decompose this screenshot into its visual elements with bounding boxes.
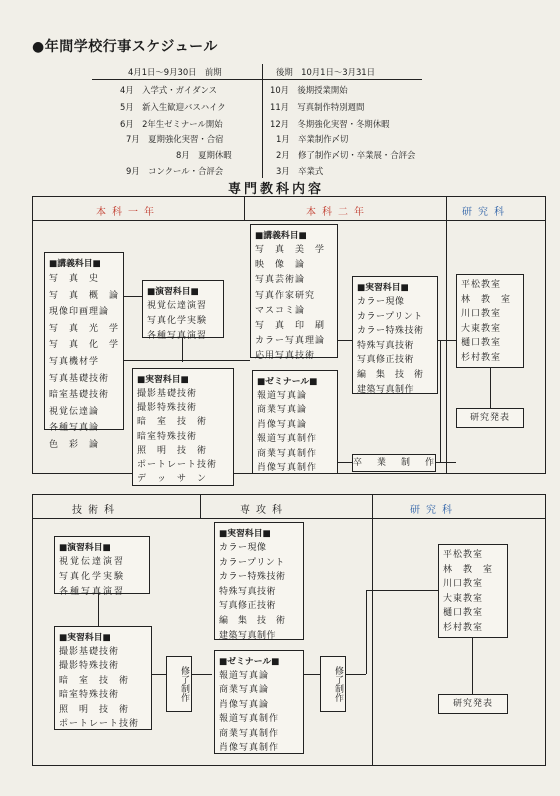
list-item: 肖像写真制作 — [219, 743, 280, 754]
seminar-major — [214, 650, 304, 754]
list-item: 照 明 技 術 — [137, 445, 208, 456]
list-item: 樋口教室 — [461, 338, 502, 349]
list-item: 特殊写真技術 — [357, 340, 415, 351]
list-item: 建築写真制作 — [357, 384, 415, 395]
list-item: 平松教室 — [461, 280, 502, 290]
list-item: 杉村教室 — [461, 352, 502, 363]
practice-title: ■実習科目■ — [219, 529, 271, 539]
seminar-title: ■ゼミナール■ — [257, 377, 318, 387]
list-item: 林 教 室 — [461, 294, 512, 305]
list-item: 写真基礎技術 — [49, 373, 110, 384]
schedule-first-3: 7月 夏期強化実習・合宿 — [126, 134, 224, 144]
list-item: 樋口教室 — [443, 608, 484, 619]
curriculum-title: 専門教科内容 — [228, 182, 325, 197]
list-item: 写真修正技術 — [219, 601, 277, 612]
list-item: 報道写真論 — [257, 391, 308, 401]
exercise-subjects-year1 — [142, 280, 224, 341]
list-item: 各種写真演習 — [147, 331, 208, 341]
list-item: 建築写真制作 — [219, 630, 277, 641]
header-technical: 技術科 — [72, 505, 120, 516]
second-term-header: 後期 10月1日～3月31日 — [276, 67, 375, 77]
list-item: 大東教室 — [461, 323, 502, 334]
list-item: 写真機材学 — [49, 356, 100, 367]
list-item: マスコミ論 — [255, 305, 306, 316]
list-item: 暗室基礎技術 — [49, 390, 110, 401]
practice-subjects-year1 — [132, 368, 234, 486]
schedule-first-2: 6月 2年生ゼミナール開始 — [120, 119, 223, 129]
list-item: 写 真 化 学 — [49, 340, 120, 351]
research-rooms-upper — [456, 274, 524, 368]
lecture-subjects-year1 — [44, 252, 124, 450]
header-year2: 本科二年 — [306, 207, 370, 218]
list-item: ポートレート技術 — [137, 460, 218, 471]
list-item: 撮影基礎技術 — [137, 389, 198, 399]
list-item: 暗 室 技 術 — [137, 417, 208, 428]
header-research-upper: 研究科 — [462, 207, 510, 218]
lecture-title: ■講義科目■ — [255, 231, 307, 241]
list-item: ポートレート技術 — [59, 719, 140, 730]
list-item: 視覚伝達演習 — [59, 557, 126, 567]
lecture-title: ■講義科目■ — [49, 259, 101, 269]
schedule-second-0: 10月 後期授業開始 — [270, 85, 348, 95]
list-item: 林 教 室 — [443, 564, 494, 575]
list-item: 暗 室 技 術 — [59, 675, 130, 686]
practice-title: ■実習科目■ — [357, 283, 409, 293]
schedule-first-5: 9月 コンクール・合評会 — [126, 166, 224, 176]
header-research-lower: 研究科 — [410, 505, 458, 516]
list-item: カラープリント — [219, 557, 285, 568]
lecture-subjects-year2 — [250, 224, 338, 362]
list-item: カラー写真理論 — [255, 336, 326, 347]
list-item: 映 像 論 — [255, 260, 306, 271]
list-item: 視覚伝達演習 — [147, 301, 208, 311]
list-item: 川口教室 — [461, 309, 502, 320]
list-item: カラープリント — [357, 311, 423, 322]
list-item: 商業写真論 — [257, 405, 308, 416]
list-item: 大東教室 — [443, 593, 484, 604]
list-item: 肖像写真制作 — [257, 463, 318, 474]
list-item: 各種写真演習 — [59, 587, 126, 597]
list-item: 商業写真制作 — [219, 728, 280, 739]
list-item: 写真作家研究 — [255, 290, 316, 301]
list-item: 商業写真論 — [219, 685, 270, 696]
practice-subjects-year2 — [352, 276, 438, 394]
practice-title: ■実習科目■ — [59, 633, 111, 643]
research-presentation-lower: 研究発表 — [438, 694, 508, 714]
list-item: 報道写真制作 — [219, 714, 280, 725]
list-item: 暗室特殊技術 — [137, 431, 198, 442]
list-item: 編 集 技 術 — [219, 615, 286, 626]
list-item: 写 真 光 学 — [49, 323, 120, 334]
list-item: 撮影特殊技術 — [59, 661, 120, 672]
header-year1: 本科一年 — [96, 207, 160, 218]
research-rooms-lower — [438, 544, 508, 638]
list-item: 特殊写真技術 — [219, 586, 277, 597]
practice-title: ■実習科目■ — [137, 375, 189, 385]
practice-subjects-major — [214, 522, 304, 640]
schedule-second-4: 2月 修了制作〆切・卒業展・合評会 — [276, 150, 416, 160]
exercise-title: ■演習科目■ — [147, 287, 199, 297]
completion-work-major: 修了制作 — [320, 656, 346, 712]
list-item: 視覚伝達論 — [49, 406, 100, 417]
list-item: 平松教室 — [443, 550, 484, 560]
graduation-work-box: 卒 業 制 作 — [352, 454, 436, 472]
list-item: 写真化学実験 — [59, 572, 126, 582]
list-item: カラー現像 — [357, 297, 405, 307]
schedule-second-1: 11月 写真制作特別週間 — [270, 102, 365, 112]
schedule-second-5: 3月 卒業式 — [276, 166, 324, 176]
schedule-first-0: 4月 入学式・ガイダンス — [120, 85, 218, 95]
list-item: 暗室特殊技術 — [59, 690, 120, 701]
schedule-first-1: 5月 新入生歓迎バスハイク — [120, 102, 226, 112]
list-item: 応用写真技術 — [255, 351, 316, 362]
list-item: デ ッ サ ン — [137, 474, 208, 485]
list-item: 報道写真制作 — [257, 434, 318, 445]
list-item: 写真修正技術 — [357, 355, 415, 366]
list-item: 編 集 技 術 — [357, 369, 424, 380]
list-item: 写 真 印 刷 — [255, 321, 326, 332]
exercise-subjects-technical — [54, 536, 150, 597]
seminar-title: ■ゼミナール■ — [219, 657, 280, 667]
list-item: 肖像写真論 — [257, 419, 308, 430]
list-item: 色 彩 論 — [49, 439, 100, 450]
list-item: 報道写真論 — [219, 671, 270, 681]
list-item: 写真化学実験 — [147, 316, 208, 326]
seminar-year2 — [252, 370, 338, 474]
first-term-header: 4月1日～9月30日 前期 — [128, 67, 222, 77]
research-presentation-upper: 研究発表 — [456, 408, 524, 428]
list-item: 撮影基礎技術 — [59, 647, 120, 657]
list-item: カラー現像 — [219, 543, 267, 553]
schedule-second-2: 12月 冬期強化実習・冬期休暇 — [270, 119, 390, 129]
list-item: カラー特殊技術 — [357, 326, 424, 337]
list-item: 撮影特殊技術 — [137, 403, 198, 414]
list-item: 肖像写真論 — [219, 699, 270, 710]
list-item: 照 明 技 術 — [59, 704, 130, 715]
list-item: 川口教室 — [443, 579, 484, 590]
exercise-title: ■演習科目■ — [59, 543, 111, 553]
list-item: 写 真 美 学 — [255, 245, 326, 255]
list-item: 写 真 史 — [49, 274, 100, 284]
schedule-first-4: 8月 夏期休暇 — [176, 150, 232, 160]
schedule-second-3: 1月 卒業制作〆切 — [276, 134, 349, 144]
completion-work-technical: 修了制作 — [166, 656, 192, 712]
header-major: 専攻科 — [240, 505, 288, 516]
list-item: 杉村教室 — [443, 622, 484, 633]
list-item: カラー特殊技術 — [219, 572, 286, 583]
list-item: 現像印画理論 — [49, 307, 110, 318]
page-title: ●年間学校行事スケジュール — [32, 39, 218, 55]
list-item: 商業写真制作 — [257, 448, 318, 459]
practice-subjects-technical — [54, 626, 152, 730]
list-item: 写 真 概 論 — [49, 290, 120, 301]
list-item: 写真芸術論 — [255, 275, 306, 286]
list-item: 各種写真論 — [49, 423, 100, 434]
